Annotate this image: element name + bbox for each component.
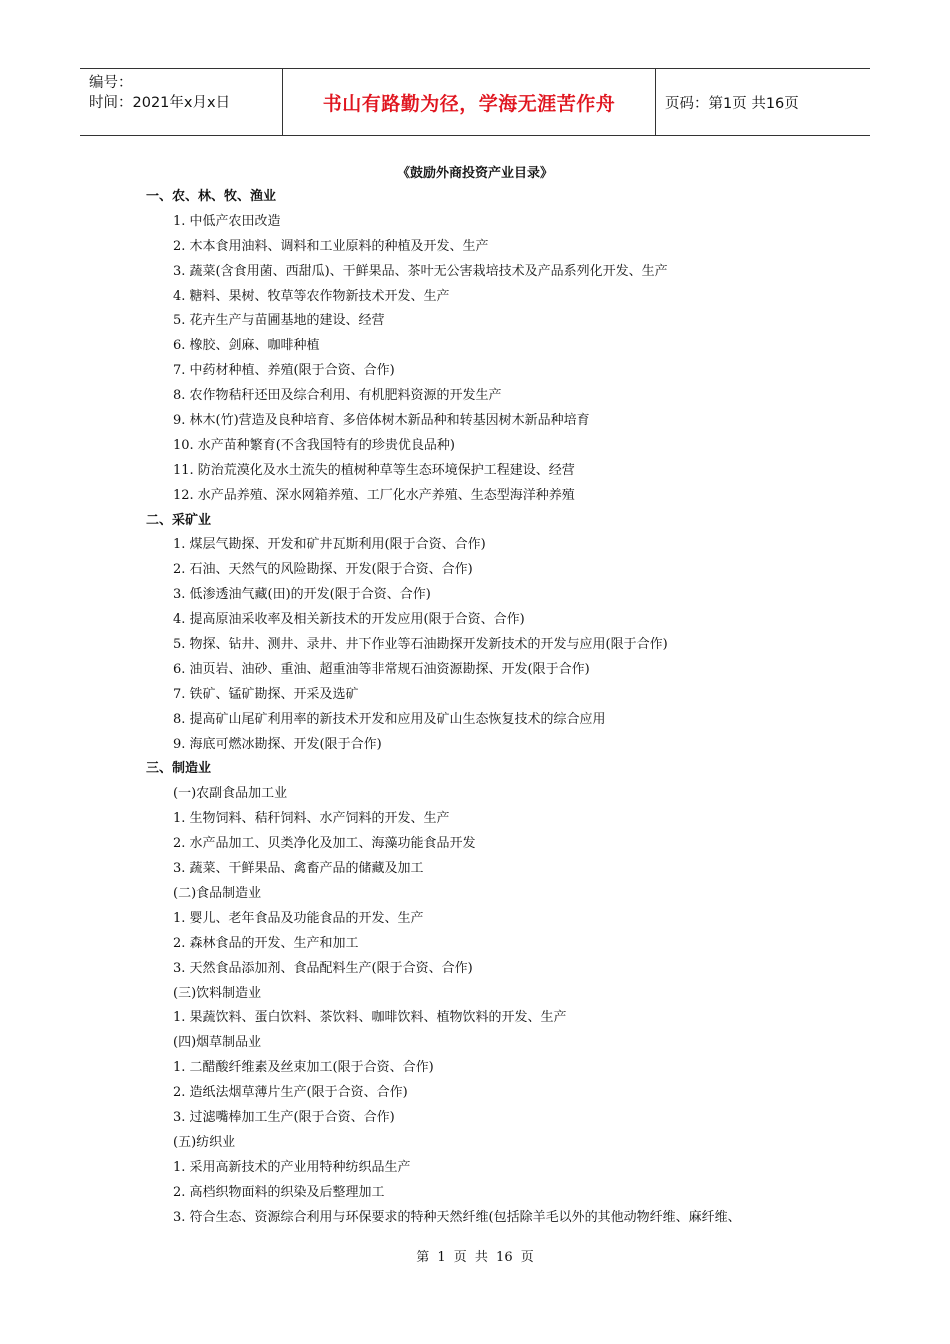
list-item: 2. 造纸法烟草薄片生产(限于合资、合作)	[173, 1085, 408, 1101]
list-item: 8. 提高矿山尾矿利用率的新技术开发和应用及矿山生态恢复技术的综合应用	[173, 711, 606, 727]
page-header	[80, 68, 870, 136]
list-item: 9. 海底可燃冰勘探、开发(限于合作)	[173, 736, 382, 752]
list-item: 11. 防治荒漠化及水土流失的植树种草等生态环境保护工程建设、经营	[173, 462, 575, 478]
list-item: 6. 油页岩、油砂、重油、超重油等非常规石油资源勘探、开发(限于合作)	[173, 661, 590, 677]
document-title: 《鼓励外商投资产业目录》	[396, 166, 553, 181]
page-footer: 第 1 页 共 16 页	[416, 1250, 534, 1265]
list-item: 2. 高档织物面料的织染及后整理加工	[173, 1184, 385, 1200]
header-motto: 书山有路勤为径，学海无涯苦作舟	[282, 69, 656, 135]
list-item: (一)农副食品加工业	[173, 786, 288, 802]
list-item: 2. 水产品加工、贝类净化及加工、海藻功能食品开发	[173, 836, 476, 852]
list-item: 4. 糖料、果树、牧草等农作物新技术开发、生产	[173, 288, 450, 304]
list-item: 9. 林木(竹)营造及良种培育、多倍体树木新品种和转基因树木新品种培育	[173, 413, 590, 429]
list-item: 1. 煤层气勘探、开发和矿井瓦斯利用(限于合资、合作)	[173, 537, 486, 553]
list-item: 3. 蔬菜、干鲜果品、禽畜产品的储藏及加工	[173, 861, 424, 877]
list-item: (四)烟草制品业	[173, 1035, 262, 1051]
list-item: 1. 婴儿、老年食品及功能食品的开发、生产	[173, 910, 424, 926]
list-item: 1. 二醋酸纤维素及丝束加工(限于合资、合作)	[173, 1060, 434, 1076]
list-item: 7. 铁矿、锰矿勘探、开采及选矿	[173, 686, 359, 702]
list-item: 7. 中药材种植、养殖(限于合资、合作)	[173, 363, 395, 379]
list-item: 3. 蔬菜(含食用菌、西甜瓜)、干鲜果品、茶叶无公害栽培技术及产品系列化开发、生产	[173, 263, 668, 279]
list-item: 5. 花卉生产与苗圃基地的建设、经营	[173, 313, 385, 329]
section-heading: 三、制造业	[146, 761, 212, 777]
list-item: 5. 物探、钻井、测井、录井、井下作业等石油勘探开发新技术的开发与应用(限于合作)	[173, 637, 668, 653]
list-item: 8. 农作物秸秆还田及综合利用、有机肥料资源的开发生产	[173, 388, 502, 404]
list-item: 3. 过滤嘴棒加工生产(限于合资、合作)	[173, 1109, 395, 1125]
list-item: 3. 符合生态、资源综合利用与环保要求的特种天然纤维(包括除羊毛以外的其他动物纤维、麻纤维、	[173, 1209, 741, 1225]
list-item: 1. 采用高新技术的产业用特种纺织品生产	[173, 1159, 411, 1175]
list-item: 12. 水产品养殖、深水网箱养殖、工厂化水产养殖、生态型海洋种养殖	[173, 487, 575, 503]
document-date: 时间：2021年x月x日	[89, 95, 231, 111]
section-heading: 一、农、林、牧、渔业	[146, 189, 277, 204]
list-item: 1. 生物饲料、秸秆饲料、水产饲料的开发、生产	[173, 811, 450, 827]
section-heading: 二、采矿业	[146, 512, 212, 528]
list-item: 3. 天然食品添加剂、食品配料生产(限于合资、合作)	[173, 960, 473, 976]
list-item: 10. 水产苗种繁育(不含我国特有的珍贵优良品种)	[173, 437, 455, 453]
list-item: 6. 橡胶、剑麻、咖啡种植	[173, 338, 320, 354]
list-item: 2. 木本食用油料、调料和工业原料的种植及开发、生产	[173, 238, 489, 254]
list-item: 2. 森林食品的开发、生产和加工	[173, 935, 359, 951]
list-item: (五)纺织业	[173, 1134, 236, 1150]
list-item: 1. 果蔬饮料、蛋白饮料、茶饮料、咖啡饮料、植物饮料的开发、生产	[173, 1010, 567, 1026]
document-number-label: 编号：	[89, 75, 133, 91]
document-body	[146, 185, 866, 1230]
header-page-info: 页码：第1页 共16页	[665, 95, 799, 112]
list-item: 2. 石油、天然气的风险勘探、开发(限于合资、合作)	[173, 562, 473, 578]
list-item: (三)饮料制造业	[173, 985, 262, 1001]
list-item: 1. 中低产农田改造	[173, 213, 281, 229]
header-meta	[80, 69, 282, 135]
list-item: 4. 提高原油采收率及相关新技术的开发应用(限于合资、合作)	[173, 612, 525, 628]
list-item: 3. 低渗透油气藏(田)的开发(限于合资、合作)	[173, 587, 431, 603]
list-item: (二)食品制造业	[173, 885, 262, 901]
